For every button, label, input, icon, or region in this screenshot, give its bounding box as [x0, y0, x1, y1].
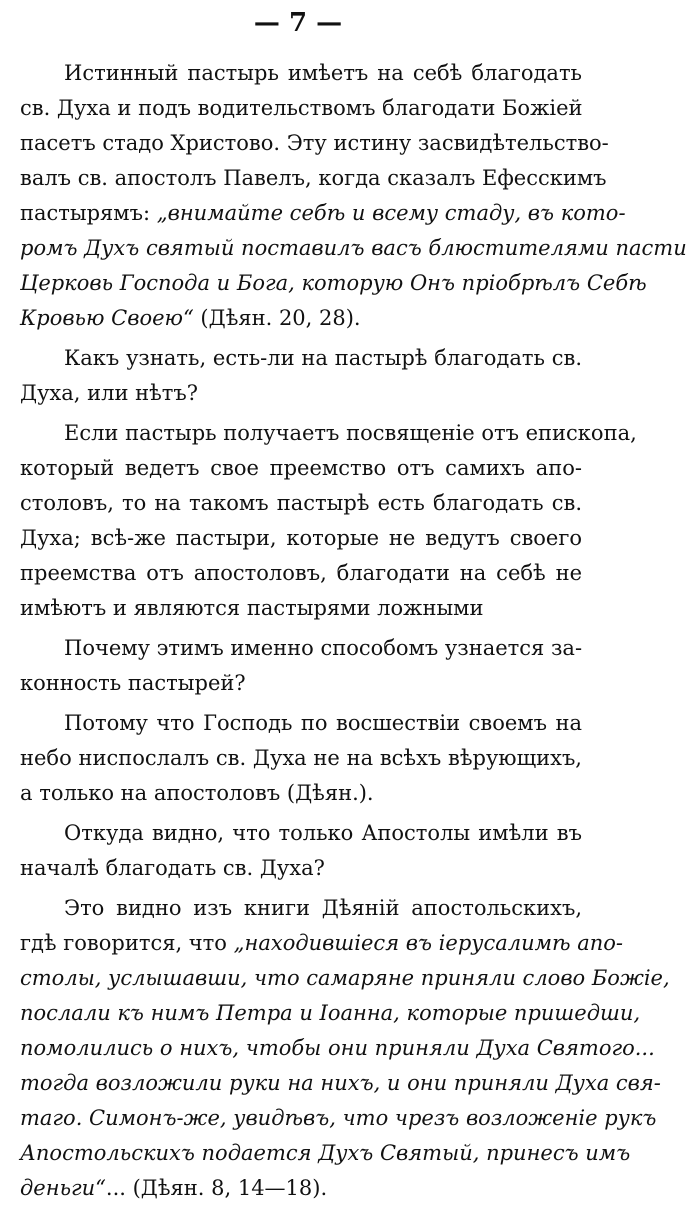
italic-quote-text: деньги“ — [20, 1176, 106, 1200]
text-segment: Духа, или нѣтъ? — [20, 381, 199, 405]
text-segment: который ведетъ свое преемство отъ самихъ апо- — [20, 456, 582, 480]
text-segment: валъ св. апостолъ Павелъ, когда сказалъ Ефесскимъ — [20, 166, 607, 190]
text-line — [20, 666, 582, 701]
paragraph — [20, 631, 582, 701]
text-segment: пасетъ стадо Христово. Эту истину засвидѣтельство- — [20, 131, 609, 155]
text-line — [20, 301, 582, 336]
text-segment: началѣ благодать св. Духа? — [20, 856, 325, 880]
text-line — [20, 996, 641, 1031]
text-line — [20, 451, 582, 486]
text-line — [20, 196, 626, 231]
text-line — [20, 1171, 582, 1206]
text-segment: столовъ, то на такомъ пастырѣ есть благодать св. — [20, 491, 582, 515]
text-line — [20, 556, 582, 591]
paragraph — [20, 706, 582, 811]
italic-quote-text: Апостольскихъ подается Духъ Святый, принесъ имъ — [20, 1141, 631, 1165]
text-segment: имѣютъ и являются пастырями ложными — [20, 596, 484, 620]
italic-quote-text: Церковь Господа и Бога, которую Онъ прiобрѣлъ Себѣ — [20, 271, 647, 295]
text-segment: Если пастырь получаетъ посвященiе отъ епископа, — [64, 421, 637, 445]
text-line — [20, 851, 582, 886]
text-line — [20, 416, 637, 451]
text-segment: Истинный пастырь имѣетъ на себѣ благодать — [64, 61, 582, 85]
italic-quote-text: Кровью Своею“ — [20, 306, 194, 330]
italic-quote-text: столы, услышавши, что самаряне приняли слово Божiе, — [20, 966, 670, 990]
text-segment: Потому что Господь по восшествiи своемъ на — [64, 711, 582, 735]
page-number: — 7 — — [253, 8, 343, 38]
text-segment: Почему этимъ именно способомъ узнается за- — [64, 636, 583, 660]
text-segment: св. Духа и подъ водительствомъ благодати Божiей — [20, 96, 583, 120]
text-line — [20, 56, 582, 91]
italic-quote-text: тогда возложили руки на нихъ, и они приняли Духа свя- — [20, 1071, 661, 1095]
text-line — [20, 961, 670, 996]
text-line — [20, 591, 582, 626]
paragraph — [20, 416, 637, 626]
text-segment: Духа; всѣ-же пастыри, которые не ведутъ своего — [20, 526, 582, 550]
text-segment: гдѣ говорится, что — [20, 931, 234, 955]
text-line — [20, 266, 647, 301]
text-segment: Это видно изъ книги Дѣянiй апостольскихъ, — [64, 896, 582, 920]
text-segment: преемства отъ апостоловъ, благодати на себѣ не — [20, 561, 582, 585]
text-line — [20, 376, 582, 411]
paragraph — [20, 341, 582, 411]
text-line — [20, 486, 582, 521]
text-line — [20, 91, 582, 126]
text-line — [20, 741, 582, 776]
italic-quote-text: послали къ нимъ Петра и Iоанна, которые пришедши, — [20, 1001, 641, 1025]
body-text — [20, 56, 687, 1211]
text-line — [20, 926, 624, 961]
text-segment: небо ниспослалъ св. Духа не на всѣхъ вѣрующихъ, — [20, 746, 582, 770]
text-line — [20, 706, 582, 741]
text-segment: (Дѣян. 20, 28). — [193, 306, 361, 330]
text-line — [20, 1031, 655, 1066]
text-segment: пастырямъ: — [20, 201, 157, 225]
text-line — [20, 1066, 661, 1101]
text-segment: конность пастырей? — [20, 671, 246, 695]
paragraph — [20, 816, 582, 886]
text-line — [20, 1136, 631, 1171]
text-line — [20, 341, 582, 376]
text-line — [20, 161, 607, 196]
italic-quote-text: таго. Симонъ-же, увидѣвъ, что чрезъ возложенiе рукъ — [20, 1106, 657, 1130]
paragraph — [20, 56, 687, 336]
text-segment: Откуда видно, что только Апостолы имѣли въ — [64, 821, 582, 845]
text-line — [20, 1101, 657, 1136]
text-line — [20, 631, 582, 666]
text-line — [20, 776, 582, 811]
italic-quote-text: ромъ Духъ святый поставилъ васъ блюстителями пасти — [20, 236, 687, 260]
text-line — [20, 521, 582, 556]
text-line — [20, 231, 687, 266]
italic-quote-text: „находившiеся въ iерусалимѣ апо- — [233, 931, 624, 955]
italic-quote-text: „внимайте себѣ и всему стаду, въ кото- — [156, 201, 626, 225]
text-line — [20, 126, 609, 161]
text-line — [20, 891, 582, 926]
italic-quote-text: помолились о нихъ, чтобы они приняли Духа Святого... — [20, 1036, 655, 1060]
paragraph — [20, 891, 670, 1206]
text-segment: а только на апостоловъ (Дѣян.). — [20, 781, 374, 805]
text-segment: ... (Дѣян. 8, 14—18). — [105, 1176, 328, 1200]
text-segment: Какъ узнать, есть-ли на пастырѣ благодать св. — [64, 346, 582, 370]
text-line — [20, 816, 582, 851]
